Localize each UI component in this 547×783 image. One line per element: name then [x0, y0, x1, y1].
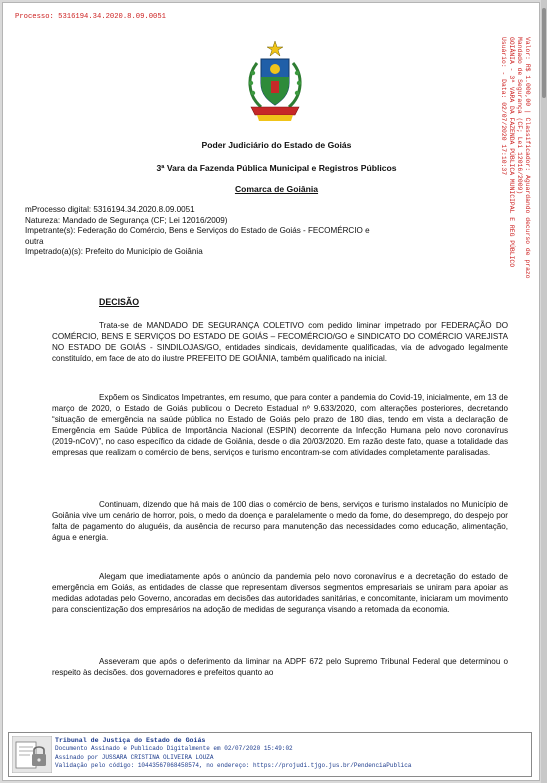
document-page [2, 2, 540, 781]
side-stamp-line: GOIÂNIA - 3ª VARA DA FAZENDA PÚBLICA MUNICIPAL E REG PÚBLICO [508, 37, 515, 268]
paragraph: Asseveram que após o deferimento da liminar na ADPF 672 pelo Supremo Tribunal Federal que determinou o respeito às decisões. dos governadores e prefeitos quanto ao [52, 657, 508, 677]
process-number-header: Processo: 5316194.34.2020.8.09.0051 [15, 13, 166, 21]
case-nature: Natureza: Mandado de Segurança (CF; Lei 12016/2009) [25, 215, 228, 225]
paragraph: Continuam, dizendo que há mais de 100 dias o comércio de bens, serviços e turismo instalados no Município de Goiânia vive um cenário de horror, pois, o medo da doença e paralelamente o medo da fome, do desemprego, do despejo por falta de pagamento do aluguéis, da ausência de recurso para manutenção das necessidades como educação, alimentação, água e energia. [52, 500, 508, 542]
side-stamp-text [499, 37, 531, 279]
case-info [25, 205, 495, 258]
side-stamp-line: Valor: R$ 1.000,00 | Classificador: Aguardando decurso de prazo [524, 37, 531, 279]
signature-date: Documento Assinado e Publicado Digitalmente em 02/07/2020 15:49:02 [55, 745, 293, 753]
court-name: Poder Judiciário do Estado de Goiás [201, 140, 352, 150]
defendant: Impetrado(a)(s): Prefeito do Município de Goiânia [25, 247, 203, 257]
signature-court: Tribunal de Justiça do Estado de Goiás [55, 737, 206, 744]
paragraph: Trata-se de MANDADO DE SEGURANÇA COLETIVO com pedido liminar impetrado por FEDERAÇÃO DO COMÉRCIO, BENS E SERVIÇOS DO ESTADO DE GOIÁS – FECOMÉRCIO/GO e SINDICATO DO COMÉRCIO VAREJISTA NO ESTADO DE GOIÁS - SINDILOJAS/GO, entidades sindicais, devidamente qualificadas, via de advogado legalmente constituído, em face de ato do ilustre PREFEITO DE GOIÂNIA, também qualificado na inicial. [52, 321, 508, 363]
plaintiff-continued: outra [25, 236, 44, 246]
decision-title: DECISÃO [99, 297, 140, 307]
paragraph: Expõem os Sindicatos Impetrantes, em resumo, que para conter a pandemia do Covid-19, inicialmente, em 13 de março de 2020, o Estado de Goiás publicou o Decreto Estadual nº 9.633/2020, com alterações posteriores, decretando “situação de emergência na saúde pública no Estado de Goiás pelo prazo de 180 dias, tendo em vista a declaração de Emergência em Saúde Pública de Importância Nacional (ESPIN) decorrente da Infecção Humana pelo novo coronavírus (2019-nCoV)”, no caso específico da cidade de Goiânia, desde o dia 20/03/2020. Em razão deste fato, quase a totalidade das empresas que realizam o comércio de bens, serviços e turismo encontram-se com atividades completamente paralisadas. [52, 393, 508, 457]
plaintiff: Impetrante(s): Federação do Comércio, Bens e Serviços do Estado de Goiás - FECOMÉRCIO e [25, 226, 370, 236]
court-district: Comarca de Goiânia [234, 184, 319, 194]
court-division: 3ª Vara da Fazenda Pública Municipal e Registros Públicos [156, 163, 397, 173]
side-stamp-line: Mandado de Segurança (CF; Lei 12016/2009) [516, 37, 523, 195]
state-coat-of-arms-icon [243, 39, 307, 127]
side-stamp-line: Usuário: - Data: 02/07/2020 17:10:37 [500, 37, 507, 176]
digital-signature-footer [8, 732, 532, 777]
signature-signer: Assinado por JUSSARA CRISTINA OLIVEIRA LOUZA [55, 753, 214, 761]
signature-info [55, 737, 411, 770]
process-number: mProcesso digital: 5316194.34.2020.8.09.0051 [25, 205, 195, 214]
signature-validation: Validação pelo código: 10443567068458574, no endereço: https://projudi.tjgo.jus.br/PendenciaPublica [55, 761, 412, 769]
signature-seal-icon [12, 736, 52, 773]
scrollbar[interactable] [541, 0, 547, 783]
scrollbar-thumb[interactable] [542, 8, 546, 98]
paragraph: Alegam que imediatamente após o anúncio da pandemia pelo novo coronavírus e a decretação do estado de emergência em Goiás, as entidades de classe que representam diversos segmentos empresariais se uniram para apoiar as medidas adotadas pelo Governo, ancoradas em decisões das autoridades sanitárias, e concomitante, iniciaram um movimento para conscientização dos empresários na adoção de medidas de segurança visando a retomada da economia. [52, 572, 508, 614]
